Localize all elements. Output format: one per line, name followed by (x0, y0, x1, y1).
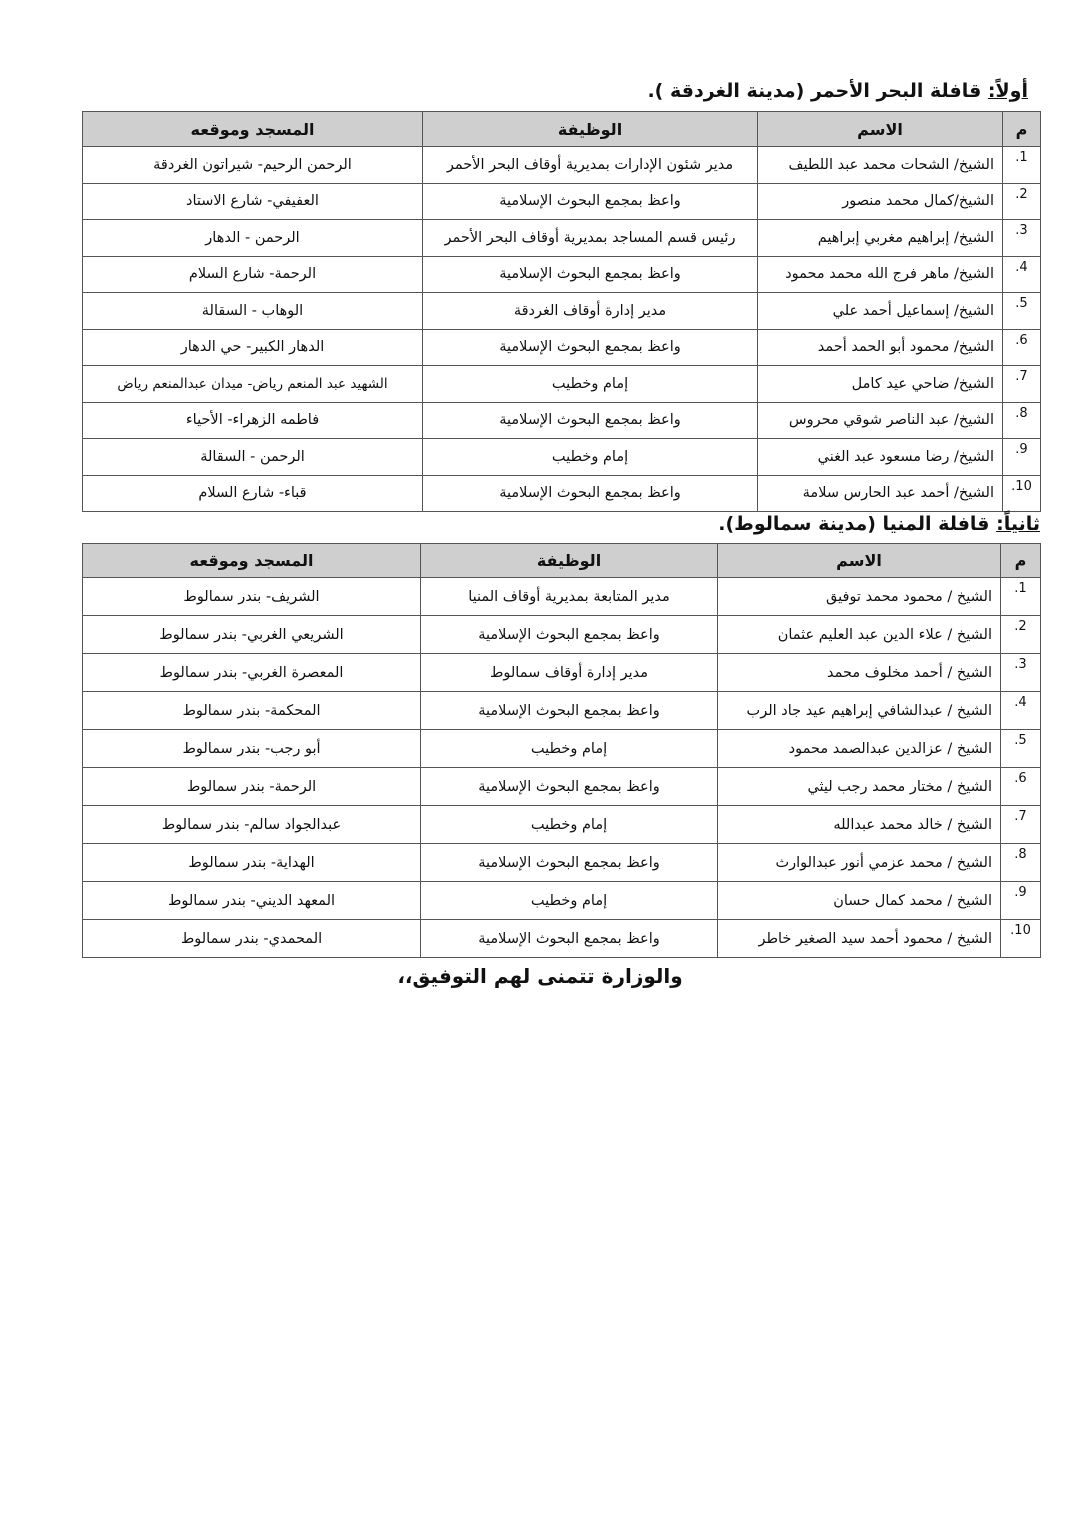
row-job: مدير إدارة أوقاف سمالوط (421, 654, 718, 692)
row-name: الشيخ / محمود أحمد سيد الصغير خاطر (718, 920, 1001, 958)
section2-heading-lead: ثانياً: (996, 513, 1040, 535)
row-name: الشيخ / عبدالشافي إبراهيم عيد جاد الرب (718, 692, 1001, 730)
table-row (83, 806, 1041, 844)
row-number: 3. (1001, 654, 1041, 692)
row-mosque: الوهاب - السقالة (83, 293, 423, 330)
row-job: إمام وخطيب (423, 439, 758, 476)
row-job: واعظ بمجمع البحوث الإسلامية (421, 844, 718, 882)
table-row (83, 920, 1041, 958)
row-job: واعظ بمجمع البحوث الإسلامية (423, 183, 758, 220)
minya-convoy-table (82, 543, 1041, 958)
row-name: الشيخ / عزالدين عبدالصمد محمود (718, 730, 1001, 768)
row-job: إمام وخطيب (423, 366, 758, 403)
row-job: إمام وخطيب (421, 882, 718, 920)
row-number: 1. (1001, 578, 1041, 616)
column-header-mosque: المسجد وموقعه (83, 112, 423, 147)
column-header-num: م (1001, 544, 1041, 578)
table-header-row (83, 544, 1041, 578)
row-number: 4. (1003, 256, 1041, 293)
row-name: الشيخ/ ضاحي عيد كامل (758, 366, 1003, 403)
row-name: الشيخ / محمد كمال حسان (718, 882, 1001, 920)
table-row (83, 882, 1041, 920)
row-mosque: المعصرة الغربي- بندر سمالوط (83, 654, 421, 692)
column-header-num: م (1003, 112, 1041, 147)
row-name: الشيخ/ أحمد عبد الحارس سلامة (758, 475, 1003, 512)
row-name: الشيخ/كمال محمد منصور (758, 183, 1003, 220)
row-mosque: الرحمة- بندر سمالوط (83, 768, 421, 806)
table-row (83, 475, 1041, 512)
row-job: واعظ بمجمع البحوث الإسلامية (423, 329, 758, 366)
table-row (83, 147, 1041, 184)
row-job: إمام وخطيب (421, 730, 718, 768)
row-name: الشيخ / علاء الدين عبد العليم عثمان (718, 616, 1001, 654)
section1-heading-text: قافلة البحر الأحمر (مدينة الغردقة ). (647, 80, 988, 102)
column-header-job: الوظيفة (421, 544, 718, 578)
table-row (83, 402, 1041, 439)
row-number: 10. (1001, 920, 1041, 958)
table-row (83, 578, 1041, 616)
row-mosque: الشهيد عبد المنعم رياض- ميدان عبدالمنعم رياض (83, 366, 423, 403)
row-number: 4. (1001, 692, 1041, 730)
row-job: مدير إدارة أوقاف الغردقة (423, 293, 758, 330)
row-number: 5. (1003, 293, 1041, 330)
table-row (83, 183, 1041, 220)
row-number: 7. (1001, 806, 1041, 844)
section1-heading (647, 80, 1028, 102)
row-name: الشيخ / محمود محمد توفيق (718, 578, 1001, 616)
column-header-job: الوظيفة (423, 112, 758, 147)
table-row (83, 692, 1041, 730)
table-row (83, 366, 1041, 403)
row-number: 1. (1003, 147, 1041, 184)
column-header-mosque: المسجد وموقعه (83, 544, 421, 578)
row-mosque: المحكمة- بندر سمالوط (83, 692, 421, 730)
row-name: الشيخ/ إبراهيم مغربي إبراهيم (758, 220, 1003, 257)
row-number: 2. (1001, 616, 1041, 654)
section2-heading (718, 513, 1040, 535)
column-header-name: الاسم (758, 112, 1003, 147)
table-row (83, 616, 1041, 654)
row-number: 6. (1003, 329, 1041, 366)
row-mosque: الرحمن - السقالة (83, 439, 423, 476)
row-job: واعظ بمجمع البحوث الإسلامية (423, 475, 758, 512)
row-mosque: الشريف- بندر سمالوط (83, 578, 421, 616)
row-number: 3. (1003, 220, 1041, 257)
row-job: واعظ بمجمع البحوث الإسلامية (421, 920, 718, 958)
table-row (83, 730, 1041, 768)
row-job: واعظ بمجمع البحوث الإسلامية (421, 692, 718, 730)
row-job: مدير شئون الإدارات بمديرية أوقاف البحر الأحمر (423, 147, 758, 184)
row-name: الشيخ/ رضا مسعود عبد الغني (758, 439, 1003, 476)
row-number: 7. (1003, 366, 1041, 403)
table-row (83, 329, 1041, 366)
row-name: الشيخ/ محمود أبو الحمد أحمد (758, 329, 1003, 366)
row-name: الشيخ / مختار محمد رجب ليثي (718, 768, 1001, 806)
row-number: 9. (1001, 882, 1041, 920)
table-row (83, 768, 1041, 806)
row-mosque: الدهار الكبير- حي الدهار (83, 329, 423, 366)
row-number: 10. (1003, 475, 1041, 512)
row-job: إمام وخطيب (421, 806, 718, 844)
row-number: 8. (1003, 402, 1041, 439)
section1-heading-lead: أولاً: (987, 80, 1028, 102)
row-number: 6. (1001, 768, 1041, 806)
closing-statement: والوزارة تتمنى لهم التوفيق،، (397, 964, 683, 988)
row-mosque: الهداية- بندر سمالوط (83, 844, 421, 882)
row-number: 5. (1001, 730, 1041, 768)
row-mosque: أبو رجب- بندر سمالوط (83, 730, 421, 768)
row-mosque: الرحمة- شارع السلام (83, 256, 423, 293)
red-sea-convoy-table (82, 111, 1041, 512)
row-name: الشيخ / خالد محمد عبدالله (718, 806, 1001, 844)
row-job: واعظ بمجمع البحوث الإسلامية (423, 256, 758, 293)
row-name: الشيخ/ ماهر فرج الله محمد محمود (758, 256, 1003, 293)
section2-heading-text: قافلة المنيا (مدينة سمالوط). (718, 513, 997, 535)
row-name: الشيخ / أحمد مخلوف محمد (718, 654, 1001, 692)
row-number: 8. (1001, 844, 1041, 882)
table-row (83, 844, 1041, 882)
table-row (83, 654, 1041, 692)
row-mosque: الشريعي الغربي- بندر سمالوط (83, 616, 421, 654)
row-mosque: العفيفي- شارع الاستاد (83, 183, 423, 220)
row-number: 2. (1003, 183, 1041, 220)
table-row (83, 220, 1041, 257)
row-mosque: الرحمن الرحيم- شيراتون الغردقة (83, 147, 423, 184)
table-header-row (83, 112, 1041, 147)
table-row (83, 439, 1041, 476)
row-mosque: الرحمن - الدهار (83, 220, 423, 257)
row-job: واعظ بمجمع البحوث الإسلامية (423, 402, 758, 439)
row-name: الشيخ/ الشحات محمد عبد اللطيف (758, 147, 1003, 184)
table-row (83, 293, 1041, 330)
row-name: الشيخ / محمد عزمي أنور عبدالوارث (718, 844, 1001, 882)
row-number: 9. (1003, 439, 1041, 476)
row-mosque: المحمدي- بندر سمالوط (83, 920, 421, 958)
row-mosque: المعهد الديني- بندر سمالوط (83, 882, 421, 920)
table-row (83, 256, 1041, 293)
row-name: الشيخ/ إسماعيل أحمد علي (758, 293, 1003, 330)
row-mosque: فاطمه الزهراء- الأحياء (83, 402, 423, 439)
row-mosque: عبدالجواد سالم- بندر سمالوط (83, 806, 421, 844)
row-job: رئيس قسم المساجد بمديرية أوقاف البحر الأحمر (423, 220, 758, 257)
row-job: واعظ بمجمع البحوث الإسلامية (421, 616, 718, 654)
row-mosque: قباء- شارع السلام (83, 475, 423, 512)
row-name: الشيخ/ عبد الناصر شوقي محروس (758, 402, 1003, 439)
column-header-name: الاسم (718, 544, 1001, 578)
row-job: واعظ بمجمع البحوث الإسلامية (421, 768, 718, 806)
row-job: مدير المتابعة بمديرية أوقاف المنيا (421, 578, 718, 616)
